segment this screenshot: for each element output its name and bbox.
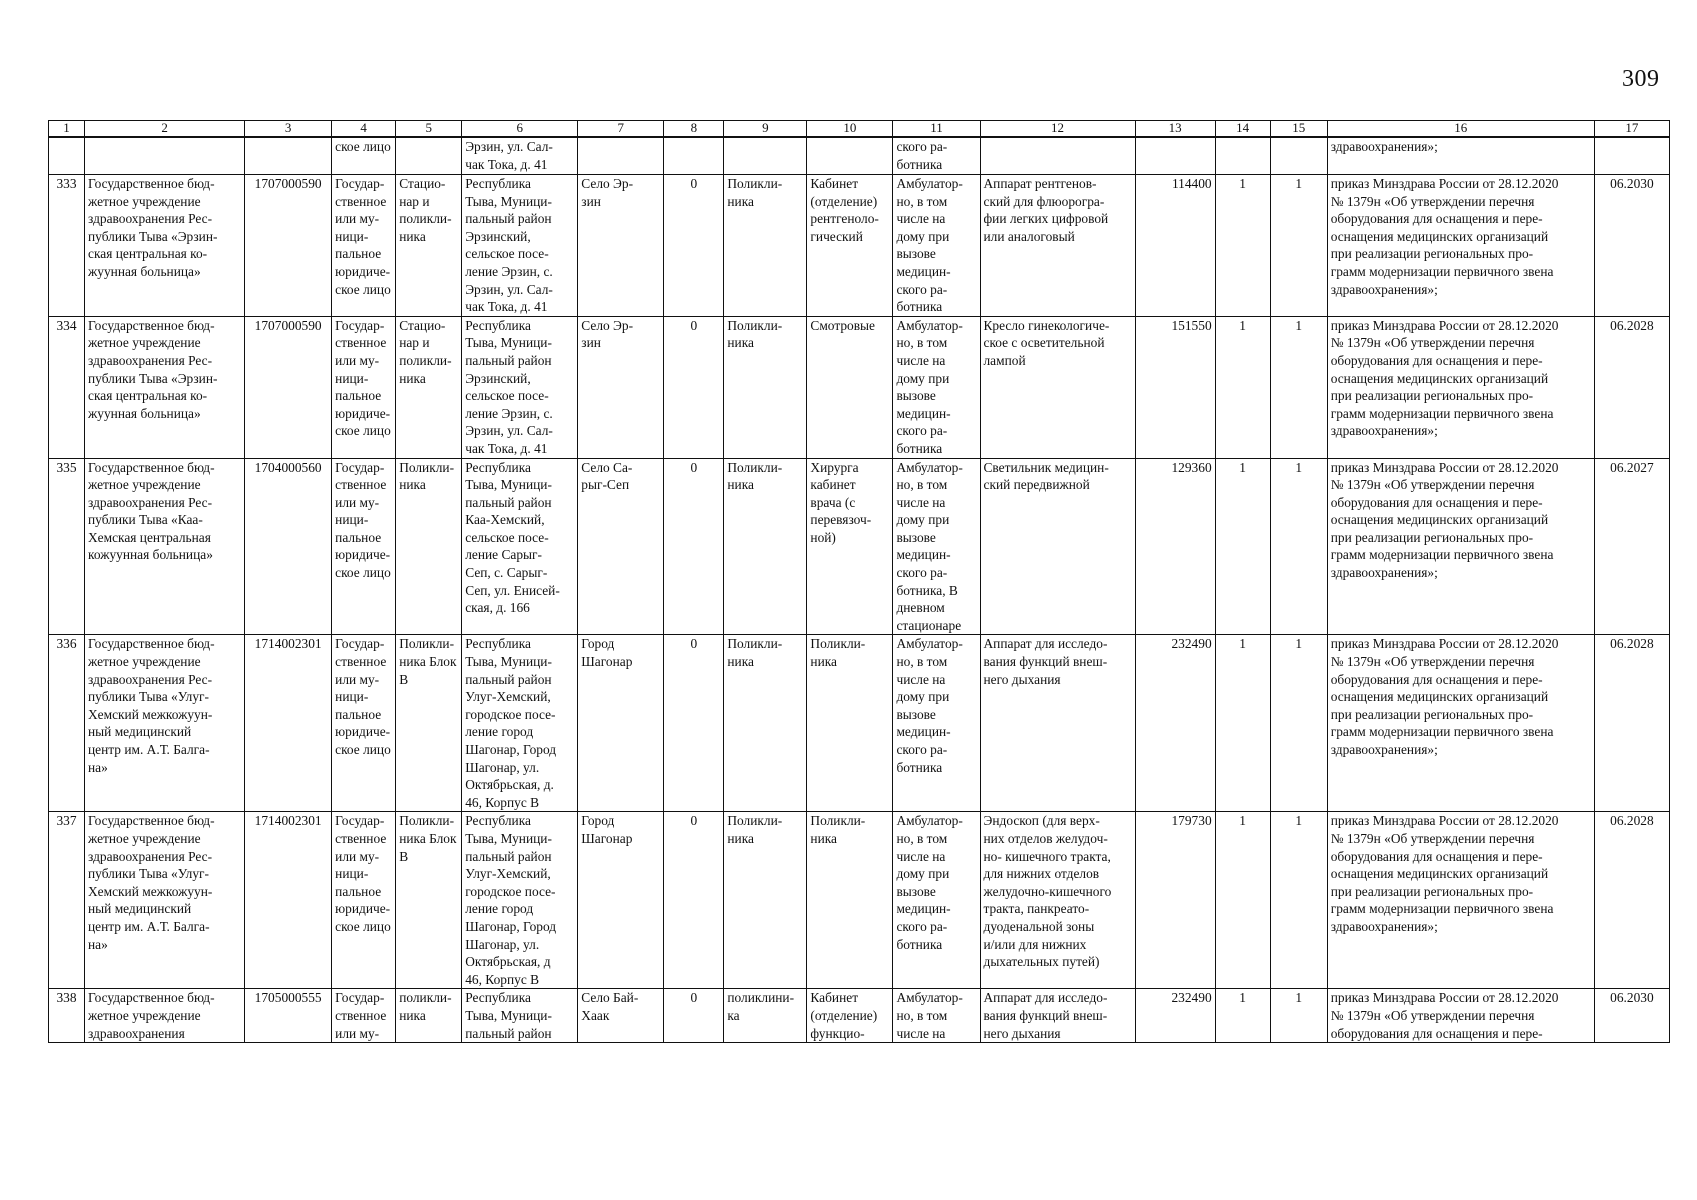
cell-code: 151550 [1135,316,1215,458]
cell-care-form: Амбулатор- но, в том числе на дому при вызове медицин- ского ра- ботника [893,812,980,989]
cell-legal-form: Государ- ственное или му- [332,989,396,1043]
cell [1135,137,1215,175]
cell-address: Эрзин, ул. Сал- чак Тока, д. 41 [462,137,578,175]
cell-col8: 0 [664,175,724,317]
cell-date: 06.2027 [1594,458,1669,635]
cell-legal-form: Государ- ственное или му- ници- пальное юридиче- ское лицо [332,458,396,635]
cell-address: Республика Тыва, Муници- пальный район Эрзинский, сельское посе- ление Эрзин, с. Эрзин, ул. Сал- чак Тока, д. 41 [462,316,578,458]
cell-code: 114400 [1135,175,1215,317]
cell-row-number: 335 [49,458,85,635]
column-header: 9 [724,121,807,138]
column-number-row [49,121,1670,138]
cell-row-number: 334 [49,316,85,458]
cell-organization: Государственное бюд- жетное учреждение здравоохранения Рес- публики Тыва «Улуг- Хемский межкожуун- ный медицинский центр им. А.Т. Балга- на» [85,635,245,812]
cell-organization: Государственное бюд- жетное учреждение здравоохранения Рес- публики Тыва «Каа- Хемская центральная кожуунная больница» [85,458,245,635]
cell-organization: Государственное бюд- жетное учреждение здравоохранения Рес- публики Тыва «Эрзин- ская центральная ко- жуунная больница» [85,175,245,317]
cell-code: 179730 [1135,812,1215,989]
cell-quantity: 1 [1270,989,1327,1043]
table-row [49,175,1670,317]
cell-basis: приказ Минздрава России от 28.12.2020 № 1379н «Об утверждении перечня оборудования для оснащения и пере- оснащения медицинских организаций при реализации региональных про- грамм модернизации первичного звена здравоохранения»; [1327,175,1594,317]
cell-legal-form: Государ- ственное или му- ници- пальное юридиче- ское лицо [332,812,396,989]
column-header: 15 [1270,121,1327,138]
cell-col8: 0 [664,458,724,635]
table-row [49,316,1670,458]
cell-care-form: ского ра- ботника [893,137,980,175]
cell-equipment: Аппарат для исследо- вания функций внеш- него дыхания [980,989,1135,1043]
column-header: 4 [332,121,396,138]
cell-basis: здравоохранения»; [1327,137,1594,175]
continuation-row [49,137,1670,175]
cell-settlement: Город Шагонар [578,635,664,812]
cell-quantity: 1 [1270,812,1327,989]
column-header: 17 [1594,121,1669,138]
cell-unit: Поликли- ника Блок В [396,812,462,989]
cell-basis: приказ Минздрава России от 28.12.2020 № 1379н «Об утверждении перечня оборудования для оснащения и пере- оснащения медицинских организаций при реализации региональных про- грамм модернизации первичного звена здравоохранения»; [1327,316,1594,458]
cell [724,137,807,175]
cell-quantity: 1 [1215,635,1270,812]
cell-quantity: 1 [1270,635,1327,812]
cell-quantity: 1 [1215,812,1270,989]
cell-inn: 1714002301 [245,812,332,989]
column-header: 8 [664,121,724,138]
cell-care-form: Амбулатор- но, в том числе на дому при вызове медицин- ского ра- ботника [893,635,980,812]
cell-quantity: 1 [1270,175,1327,317]
cell-equipment: Эндоскоп (для верх- них отделов желудоч- но- кишечного тракта, для нижних отделов желудочно-кишечного тракта, панкреато- дуоденальной зоны и/или для нижних дыхательных путей) [980,812,1135,989]
cell-organization: Государственное бюд- жетное учреждение здравоохранения [85,989,245,1043]
cell-department: Поликли- ника [724,458,807,635]
cell-unit: Стацио- нар и поликли- ника [396,316,462,458]
cell-row-number: 338 [49,989,85,1043]
cell [85,137,245,175]
registry-table [48,120,1670,1043]
cell-department: Поликли- ника [724,812,807,989]
table-row [49,989,1670,1043]
cell-department: поликлини- ка [724,989,807,1043]
column-header: 7 [578,121,664,138]
cell-code: 232490 [1135,635,1215,812]
cell-cabinet: Хирурга кабинет врача (с перевязоч- ной) [807,458,893,635]
cell-quantity: 1 [1270,316,1327,458]
column-header: 10 [807,121,893,138]
cell-inn: 1707000590 [245,316,332,458]
cell-cabinet: Смотровые [807,316,893,458]
cell-settlement: Город Шагонар [578,812,664,989]
cell-code: 232490 [1135,989,1215,1043]
cell [49,137,85,175]
cell-settlement: Село Эр- зин [578,175,664,317]
cell-address: Республика Тыва, Муници- пальный район [462,989,578,1043]
column-header: 14 [1215,121,1270,138]
column-header: 1 [49,121,85,138]
cell-department: Поликли- ника [724,635,807,812]
cell-date: 06.2028 [1594,812,1669,989]
cell-inn: 1704000560 [245,458,332,635]
cell-cabinet: Кабинет (отделение) функцио- [807,989,893,1043]
cell-equipment: Кресло гинекологиче- ское с осветительной лампой [980,316,1135,458]
cell-basis: приказ Минздрава России от 28.12.2020 № 1379н «Об утверждении перечня оборудования для оснащения и пере- оснащения медицинских организаций при реализации региональных про- грамм модернизации первичного звена здравоохранения»; [1327,812,1594,989]
cell [396,137,462,175]
cell-unit: Стацио- нар и поликли- ника [396,175,462,317]
cell-care-form: Амбулатор- но, в том числе на дому при вызове медицин- ского ра- ботника [893,175,980,317]
cell [1594,137,1669,175]
cell [578,137,664,175]
column-header: 2 [85,121,245,138]
cell-address: Республика Тыва, Муници- пальный район Улуг-Хемский, городское посе- ление город Шагонар, Город Шагонар, ул. Октябрьская, д. 46, Корпус В [462,635,578,812]
cell-address: Республика Тыва, Муници- пальный район Эрзинский, сельское посе- ление Эрзин, с. Эрзин, ул. Сал- чак Тока, д. 41 [462,175,578,317]
cell-quantity: 1 [1215,316,1270,458]
table-row [49,635,1670,812]
cell-date: 06.2028 [1594,635,1669,812]
cell-col8: 0 [664,635,724,812]
cell-inn: 1714002301 [245,635,332,812]
cell-department: Поликли- ника [724,316,807,458]
cell-quantity: 1 [1215,458,1270,635]
cell-equipment: Светильник медицин- ский передвижной [980,458,1135,635]
cell-legal-form: Государ- ственное или му- ници- пальное юридиче- ское лицо [332,175,396,317]
cell-inn: 1705000555 [245,989,332,1043]
cell-department: Поликли- ника [724,175,807,317]
cell [1215,137,1270,175]
cell-quantity: 1 [1270,458,1327,635]
cell-legal-form: Государ- ственное или му- ници- пальное юридиче- ское лицо [332,635,396,812]
cell-care-form: Амбулатор- но, в том числе на дому при вызове медицин- ского ра- ботника [893,316,980,458]
cell-basis: приказ Минздрава России от 28.12.2020 № 1379н «Об утверждении перечня оборудования для оснащения и пере- [1327,989,1594,1043]
page-number: 309 [1622,66,1660,92]
cell-row-number: 337 [49,812,85,989]
cell-cabinet: Поликли- ника [807,635,893,812]
cell-date: 06.2030 [1594,175,1669,317]
cell-inn: 1707000590 [245,175,332,317]
column-header: 6 [462,121,578,138]
cell-settlement: Село Бай- Хаак [578,989,664,1043]
cell-equipment: Аппарат для исследо- вания функций внеш- него дыхания [980,635,1135,812]
table-row [49,458,1670,635]
cell [807,137,893,175]
cell-address: Республика Тыва, Муници- пальный район Улуг-Хемский, городское посе- ление город Шагонар, Город Шагонар, ул. Октябрьская, д 46, Корпус В [462,812,578,989]
cell-code: 129360 [1135,458,1215,635]
cell-equipment: Аппарат рентгенов- ский для флюорогра- фии легких цифровой или аналоговый [980,175,1135,317]
cell-settlement: Село Эр- зин [578,316,664,458]
column-header: 16 [1327,121,1594,138]
cell-quantity: 1 [1215,989,1270,1043]
cell-basis: приказ Минздрава России от 28.12.2020 № 1379н «Об утверждении перечня оборудования для оснащения и пере- оснащения медицинских организаций при реализации региональных про- грамм модернизации первичного звена здравоохранения»; [1327,458,1594,635]
cell-col8: 0 [664,989,724,1043]
cell-settlement: Село Са- рыг-Сеп [578,458,664,635]
cell-cabinet: Поликли- ника [807,812,893,989]
cell-care-form: Амбулатор- но, в том числе на дому при вызове медицин- ского ра- ботника, В дневном стационаре [893,458,980,635]
cell-care-form: Амбулатор- но, в том числе на [893,989,980,1043]
cell-date: 06.2030 [1594,989,1669,1043]
cell-date: 06.2028 [1594,316,1669,458]
cell-legal-form: Государ- ственное или му- ници- пальное юридиче- ское лицо [332,316,396,458]
cell-address: Республика Тыва, Муници- пальный район Каа-Хемский, сельское посе- ление Сарыг- Сеп, с. Сарыг- Сеп, ул. Енисей- ская, д. 166 [462,458,578,635]
cell [245,137,332,175]
cell-cabinet: Кабинет (отделение) рентгеноло- гический [807,175,893,317]
column-header: 11 [893,121,980,138]
cell-unit: Поликли- ника Блок В [396,635,462,812]
cell-basis: приказ Минздрава России от 28.12.2020 № 1379н «Об утверждении перечня оборудования для оснащения и пере- оснащения медицинских организаций при реализации региональных про- грамм модернизации первичного звена здравоохранения»; [1327,635,1594,812]
cell [980,137,1135,175]
cell [1270,137,1327,175]
column-header: 13 [1135,121,1215,138]
cell [664,137,724,175]
cell-col8: 0 [664,812,724,989]
table-row [49,812,1670,989]
cell-row-number: 333 [49,175,85,317]
cell-col8: 0 [664,316,724,458]
cell-unit: поликли- ника [396,989,462,1043]
cell-row-number: 336 [49,635,85,812]
cell-legal-form: ское лицо [332,137,396,175]
cell-organization: Государственное бюд- жетное учреждение здравоохранения Рес- публики Тыва «Эрзин- ская центральная ко- жуунная больница» [85,316,245,458]
cell-unit: Поликли- ника [396,458,462,635]
cell-organization: Государственное бюд- жетное учреждение здравоохранения Рес- публики Тыва «Улуг- Хемский межкожуун- ный медицинский центр им. А.Т. Балга- на» [85,812,245,989]
column-header: 3 [245,121,332,138]
column-header: 12 [980,121,1135,138]
cell-quantity: 1 [1215,175,1270,317]
column-header: 5 [396,121,462,138]
